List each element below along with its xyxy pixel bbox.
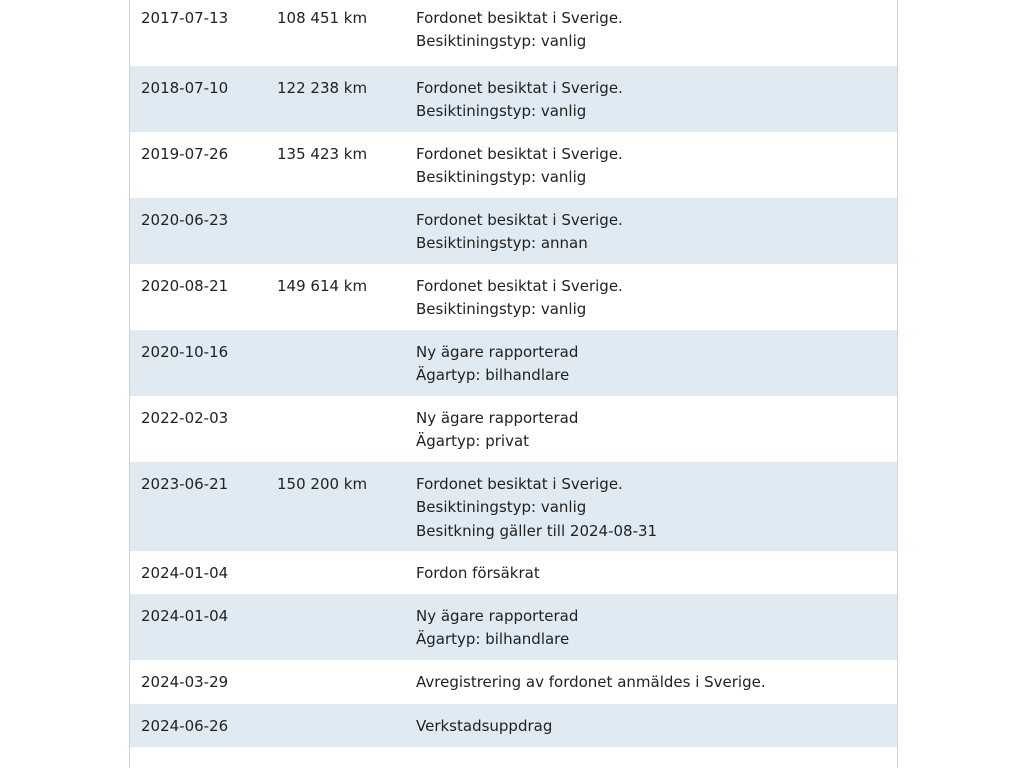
history-row xyxy=(130,594,897,660)
history-row xyxy=(130,551,897,594)
history-description xyxy=(416,330,897,396)
history-mileage xyxy=(277,330,416,396)
history-row xyxy=(130,330,897,396)
history-date: 2023-06-21 xyxy=(130,462,277,551)
history-mileage xyxy=(277,396,416,462)
history-mileage: 108 451 km xyxy=(277,9,368,27)
history-description-line: Fordonet besiktat i Sverige. xyxy=(416,9,623,27)
history-row xyxy=(130,0,897,66)
history-description-line: Fordonet besiktat i Sverige. xyxy=(416,79,623,97)
history-mileage xyxy=(277,704,416,747)
history-row xyxy=(130,264,897,330)
history-description-line: Fordonet besiktat i Sverige. xyxy=(416,145,623,163)
history-description-line: Ny ägare rapporterad xyxy=(416,343,579,361)
history-description-line: Besiktiningstyp: vanlig xyxy=(416,32,587,51)
history-row xyxy=(130,132,897,198)
history-description-line: Avregistrering av fordonet anmäldes i Sverige. xyxy=(416,673,766,691)
history-row xyxy=(130,660,897,704)
history-mileage: 150 200 km xyxy=(277,462,416,551)
history-description-line: Besitkning gäller till 2024-08-31 xyxy=(416,521,658,540)
history-description xyxy=(416,660,897,704)
history-description xyxy=(416,594,897,660)
history-description-line: Besiktiningstyp: annan xyxy=(416,234,588,253)
history-row xyxy=(130,198,897,264)
history-description xyxy=(416,198,897,264)
history-row xyxy=(130,66,897,132)
history-date: 2024-03-29 xyxy=(141,673,229,691)
history-description xyxy=(416,396,897,462)
history-date: 2022-02-03 xyxy=(141,409,229,427)
history-description xyxy=(416,132,897,198)
history-description-line: Verkstadsuppdrag xyxy=(416,717,553,735)
history-description-line: Besiktiningstyp: vanlig xyxy=(416,498,587,517)
history-row xyxy=(130,462,897,551)
history-description-line: Ägartyp: bilhandlare xyxy=(416,366,570,385)
history-description-line: Ny ägare rapporterad xyxy=(416,409,579,427)
history-date: 2020-10-16 xyxy=(130,330,277,396)
history-date: 2024-01-04 xyxy=(130,594,277,660)
history-description xyxy=(416,66,897,132)
history-description-line: Ägartyp: bilhandlare xyxy=(416,630,570,649)
history-mileage xyxy=(277,660,416,704)
history-description-line: Fordon försäkrat xyxy=(416,564,540,582)
history-row xyxy=(130,396,897,462)
history-mileage: 135 423 km xyxy=(277,145,368,163)
history-date: 2024-01-04 xyxy=(141,564,229,582)
history-description-line: Besiktiningstyp: vanlig xyxy=(416,102,587,121)
history-description-line: Fordonet besiktat i Sverige. xyxy=(416,211,623,229)
history-date: 2018-07-10 xyxy=(130,66,277,132)
history-mileage: 149 614 km xyxy=(277,277,368,295)
history-date: 2019-07-26 xyxy=(141,145,229,163)
history-table-body xyxy=(130,0,897,747)
history-mileage xyxy=(277,594,416,660)
history-mileage: 122 238 km xyxy=(277,66,416,132)
history-date: 2017-07-13 xyxy=(141,9,229,27)
vehicle-history-table xyxy=(130,0,897,747)
history-mileage xyxy=(277,551,416,594)
history-mileage xyxy=(277,198,416,264)
history-description-line: Ägartyp: privat xyxy=(416,432,530,451)
history-description-line: Ny ägare rapporterad xyxy=(416,607,579,625)
history-description xyxy=(416,551,897,594)
history-description xyxy=(416,264,897,330)
history-date: 2024-06-26 xyxy=(130,704,277,747)
history-date: 2020-08-21 xyxy=(141,277,229,295)
history-description-line: Fordonet besiktat i Sverige. xyxy=(416,475,623,493)
history-row xyxy=(130,704,897,747)
history-description xyxy=(416,704,897,747)
history-description-line: Besiktiningstyp: vanlig xyxy=(416,168,587,187)
history-description-line: Fordonet besiktat i Sverige. xyxy=(416,277,623,295)
vehicle-history-panel xyxy=(129,0,898,768)
history-date: 2020-06-23 xyxy=(130,198,277,264)
history-description xyxy=(416,462,897,551)
history-description xyxy=(416,0,897,66)
history-description-line: Besiktiningstyp: vanlig xyxy=(416,300,587,319)
